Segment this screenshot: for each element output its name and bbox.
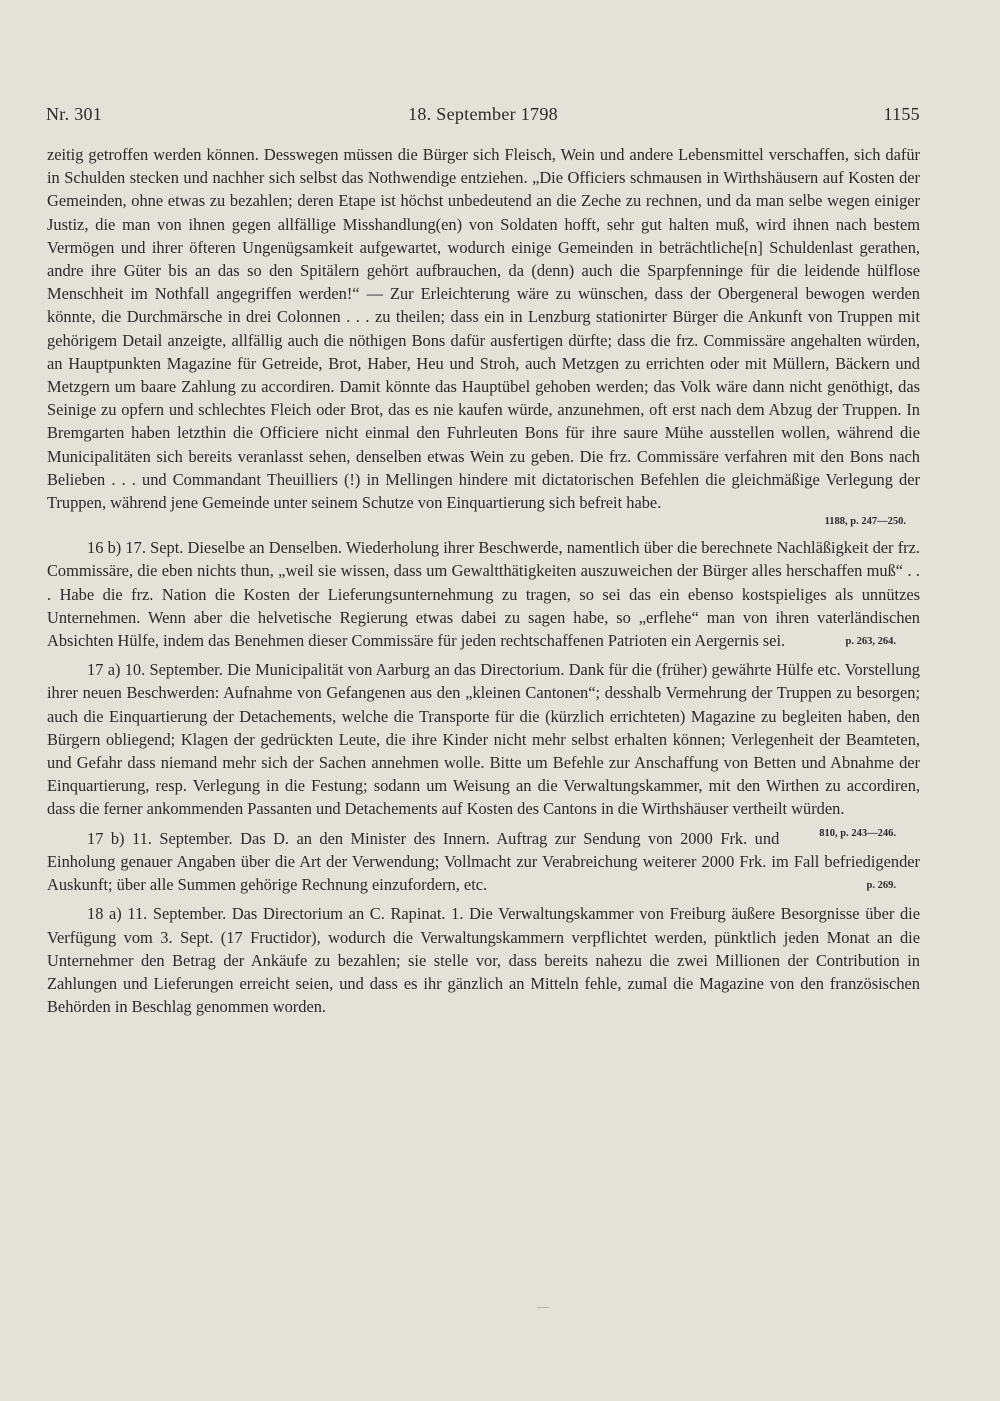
reference-810: 810, p. 243—246.	[819, 827, 896, 839]
page-header	[46, 104, 920, 128]
page-body	[47, 143, 920, 1018]
page-number: 1155	[883, 104, 920, 124]
page-mark: —	[537, 1299, 549, 1313]
entry-18a: 18 a) 11. September. Das Directorium an C. Rapinat. 1. Die Verwaltungskammer von Freiburg äußere Besorgnisse über die Verfügung vom 3. Sept. (17 Fructidor), wodurch die Verwaltungskammern verpflichtet werden, pünktlich jeden Monat an die Unternehmer den Betrag der Ankäufe zu bezahlen; sie stelle vor, dass bereits nahezu die zwei Millionen der Contribution in Zahlungen und Lieferungen erreicht seien, und dass es ihr gänzlich an Mitteln fehle, zumal die Magazine von den französischen Behörden in Beschlag genommen worden.	[47, 904, 920, 1017]
entry-16b-text: 16 b) 17. Sept. Dieselbe an Denselben. Wiederholung ihrer Beschwerde, namentlich über die berechnete Nachläßigkeit der frz. Commissäre, die eben nichts thun, „weil sie wissen, dass um Gewaltthätigkeiten auszuweichen der Bürger alles herschaffen muß“ . . . Habe die frz. Nation die Kosten der Lieferungsunternehmung zu tragen, so sei das ein ebenso kostspieliges als unnützes Unternehmen. Wenn aber die helvetische Regierung etwas dabei zu sagen habe, so „erflehe“ man von ihren vaterländischen Absichten Hülfe, indem das Benehmen dieser Commissäre für jeden rechtschaffenen Patrioten ein Aergernis sei.	[47, 538, 920, 651]
document-number: Nr. 301	[46, 104, 103, 124]
entry-17b-text: 17 b) 11. September. Das D. an den Minister des Innern. Auftrag zur Sendung von 2000 Frk. und Einholung genauer Angaben über die Art der Verwendung; Vollmacht zur Verabreichung weiterer 2000 Frk. im Fall befriedigender Auskunft; über alle Summen gehörige Rechnung einzufordern, etc.	[47, 828, 920, 895]
entry-17a	[47, 658, 920, 839]
reference-1188: 1188, p. 247—250.	[824, 516, 906, 528]
entry-16b	[47, 536, 920, 652]
page-date: 18. September 1798	[408, 104, 558, 124]
reference-263: p. 263, 264.	[845, 636, 896, 648]
entry-17a-text: 17 a) 10. September. Die Municipalität von Aarburg an das Directorium. Dank für die (früher) gewährte Hülfe etc. Vorstellung ihrer neuen Beschwerden: Aufnahme von Gefangenen aus den „kleinen Cantonen“; desshalb Vermehrung der Truppen zu besorgen; auch die Einquartierung der Detachements, welche die Transporte für die (kürzlich errichteten) Magazine zu begleiten haben, den Bürgern obliegend; Klagen der gedrückten Leute, die ihre Kinder nicht mehr selbst erhalten können; Verlegenheit der Beamteten, und Gefahr dass niemand mehr sich der Sachen annehmen wolle. Bitte um Befehle zur Anschaffung von Betten und Abnahme der Einquartierung, resp. Verlegung in die Festung; sodann um Weisung an die Verwaltungskammer, mit den Wirthen zu accordiren, dass die ferner ankommenden Passanten und Detachements auf Kosten des Cantons in die Wirthshäuser vertheilt würden.	[47, 660, 920, 819]
paragraph-continuation: zeitig getroffen werden können. Desswegen müssen die Bürger sich Fleisch, Wein und andere Lebensmittel verschaffen, sich dafür in Schulden stecken und nachher sich selbst das Nothwendige entziehen. „Die Officiers schmausen in Wirthshäusern auf Kosten der Gemeinden, ohne etwas zu bezahlen; deren Etape ist höchst unbedeutend an die Zeche zu rechnen, und da man selbe wegen einiger Justiz, die man von ihnen gegen allfällige Misshandlung(en) von Soldaten hofft, sehr gut halten muß, wird ihnen nach bestem Vermögen und ihrer öfteren Ungenügsamkeit aufgewartet, wodurch einige Gemeinden in beträchtliche[n] Schuldenlast gerathen, andre ihre Güter bis an das so den Spitälern gehört aufbrauchen, da (denn) auch die Sparpfenninge für die leidende hülflose Menschheit im Nothfall angegriffen werden!“ — Zur Erleichterung wäre zu wünschen, dass der Obergeneral bewogen werden könnte, die Durchmärsche in drei Colonnen . . . zu theilen; dass ein in Lenzburg stationirter Bürger die Ankunft von Truppen mit gehörigem Detail anzeigte, allfällig auch die nöthigen Bons dafür ausfertigen dürfte; dass die frz. Commissäre angehalten würden, an Hauptpunkten Magazine für Getreide, Brot, Haber, Heu und Stroh, auch Metzgen zu errichten oder mit Müllern, Bäckern und Metzgern um baare Zahlung zu accordiren. Damit könnte das Hauptübel gehoben werden; das Volk wäre dann nicht genöthigt, das Seinige zu opfern und schlechtes Fleich oder Brot, das es nie kaufen würde, anzunehmen, oft erst nach dem Abzug der Truppen. In Bremgarten haben letzthin die Officiere nicht einmal den Fuhrleuten Bons für ihre saure Mühe ausstellen wollen, während die Municipalitäten sich bereits veranlasst sehen, denselben etwas Wein zu geben. Die frz. Commissäre verfahren mit den Bons nach Belieben . . . und Commandant Theuilliers (!) in Mellingen hindere mit dictatorischen Befehlen die gleichmäßige Verlegung der Truppen, während jene Gemeinde unter seinem Schutze von Einquartierung sich befreit habe.	[47, 145, 920, 513]
reference-269: p. 269.	[866, 880, 896, 892]
